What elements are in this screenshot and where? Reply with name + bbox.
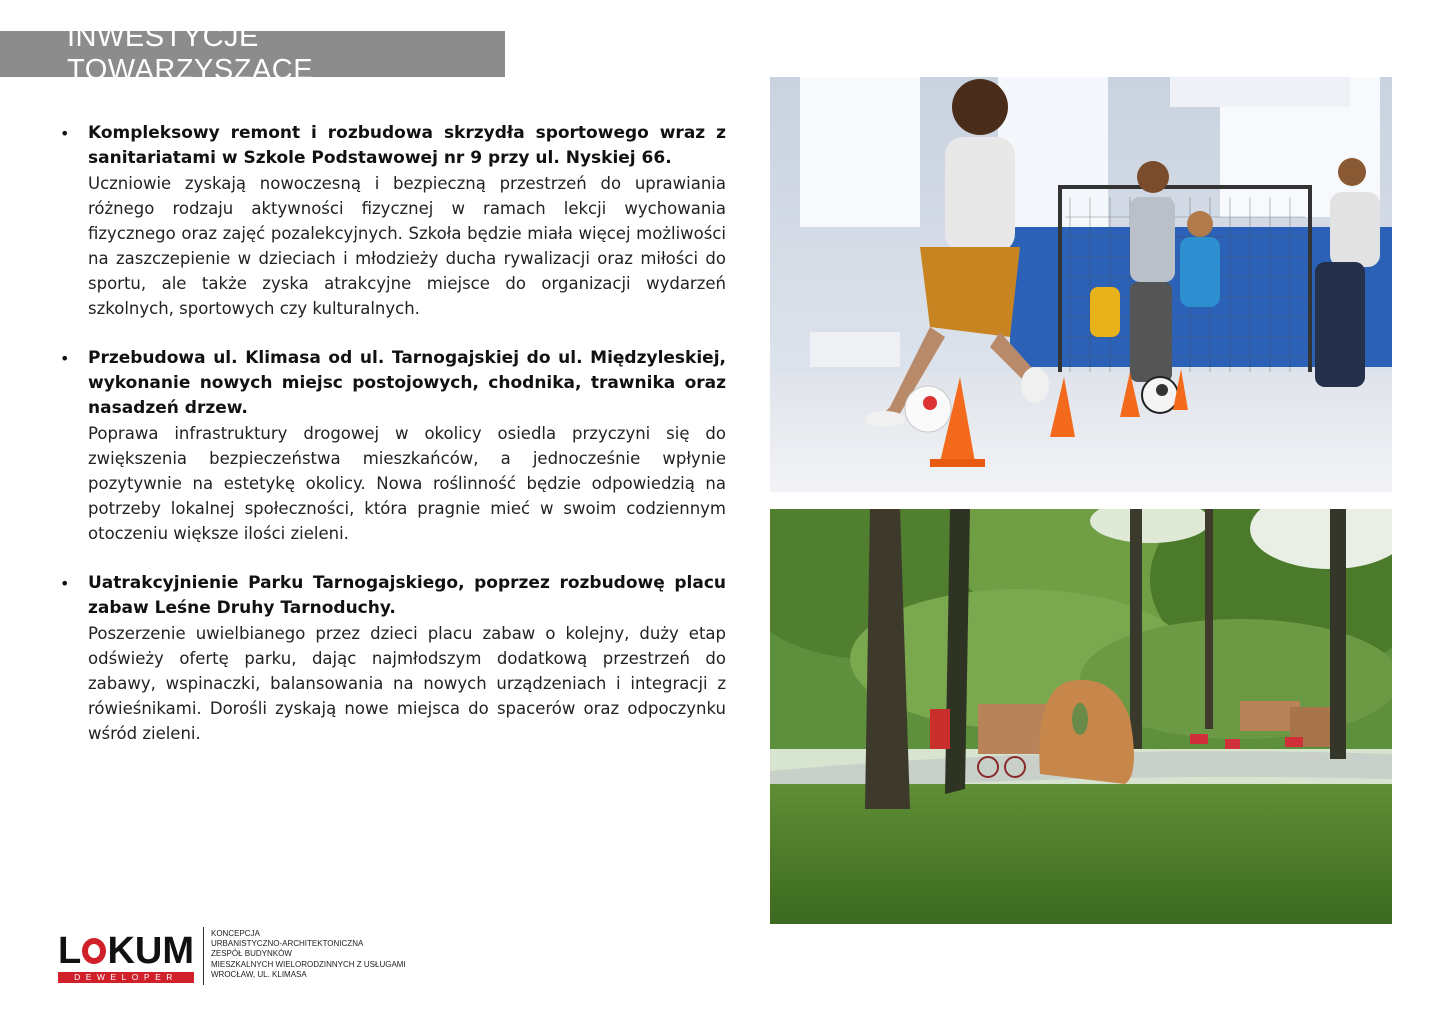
item-body: Poszerzenie uwielbianego przez dzieci placu zabaw o kolejny, duży etap odświeży ofertę parku, dając najmłodszym dodatkową przestrzeń do zabawy, wspinaczki, balansowania na nowych urządzeniach i integracji z rówieśnikami. Dorośli zyskają nowe miejsca do spacerów oraz odpoczynku wśród zieleni. bbox=[88, 624, 726, 743]
logo-ring-icon bbox=[82, 938, 106, 964]
bullet: • bbox=[60, 124, 70, 143]
lokum-logo bbox=[58, 932, 194, 983]
page-title: INWESTYCJE TOWARZYSZĄCE bbox=[67, 21, 314, 86]
item-title: Kompleksowy remont i rozbudowa skrzydła sportowego wraz z sanitariatami w Szkole Podstawowej nr 9 przy ul. Nyskiej 66. bbox=[88, 123, 726, 168]
gym-photo bbox=[770, 77, 1392, 492]
item-body: Uczniowie zyskają nowoczesną i bezpieczną przestrzeń do uprawiania różnego rodzaju aktywności fizycznej w ramach lekcji wychowania fizycznego oraz zajęć pozalekcyjnych. Szkoła będzie miała więcej możliwości na zaszczepienie w dzieciach i młodzieży ducha rywalizacji oraz miłości do sportu, ale także zyska atrakcyjne miejsce do organizacji wydarzeń szkolnych, sportowych czy kulturalnych. bbox=[88, 174, 726, 318]
project-description bbox=[211, 929, 406, 980]
logo-letter-l: L bbox=[58, 930, 82, 972]
item-title: Uatrakcyjnienie Parku Tarnogajskiego, poprzez rozbudowę placu zabaw Leśne Druhy Tarnoduchy. bbox=[88, 573, 726, 618]
logo-wordmark bbox=[58, 932, 194, 970]
content-list bbox=[60, 121, 726, 771]
list-item bbox=[60, 121, 726, 321]
footer-line: KONCEPCJA bbox=[211, 929, 260, 938]
bullet: • bbox=[60, 574, 70, 593]
page-title-bar bbox=[0, 21, 505, 86]
footer-line: ZESPÓŁ BUDYNKÓW bbox=[211, 949, 292, 959]
footer-line: WROCŁAW, UL. KLIMASA bbox=[211, 969, 307, 979]
list-item bbox=[60, 571, 726, 746]
bullet: • bbox=[60, 349, 70, 368]
park-playground-photo bbox=[770, 509, 1392, 924]
list-item bbox=[60, 346, 726, 546]
footer bbox=[58, 927, 458, 987]
footer-line: URBANISTYCZNO-ARCHITEKTONICZNA bbox=[211, 939, 364, 949]
logo-subtitle: DEWELOPER bbox=[58, 972, 194, 983]
logo-letters-kum: KUM bbox=[107, 930, 194, 972]
item-body: Poprawa infrastruktury drogowej w okolicy osiedla przyczyni się do zwiększenia bezpieczeństwa mieszkańców, a jednocześnie wpłynie pozytywnie na estetykę okolicy. Nowa roślinność będzie odpowiedzią na potrzeby lokalnej społeczności, która pragnie mieć w swoim codziennym otoczeniu większe ilości zieleni. bbox=[88, 424, 726, 543]
footer-line: MIESZKALNYCH WIELORODZINNYCH Z USŁUGAMI bbox=[211, 959, 406, 969]
item-title: Przebudowa ul. Klimasa od ul. Tarnogajskiej do ul. Międzyleskiej, wykonanie nowych miejsc postojowych, chodnika, trawnika oraz nasadzeń drzew. bbox=[88, 348, 726, 418]
footer-divider bbox=[203, 927, 204, 985]
